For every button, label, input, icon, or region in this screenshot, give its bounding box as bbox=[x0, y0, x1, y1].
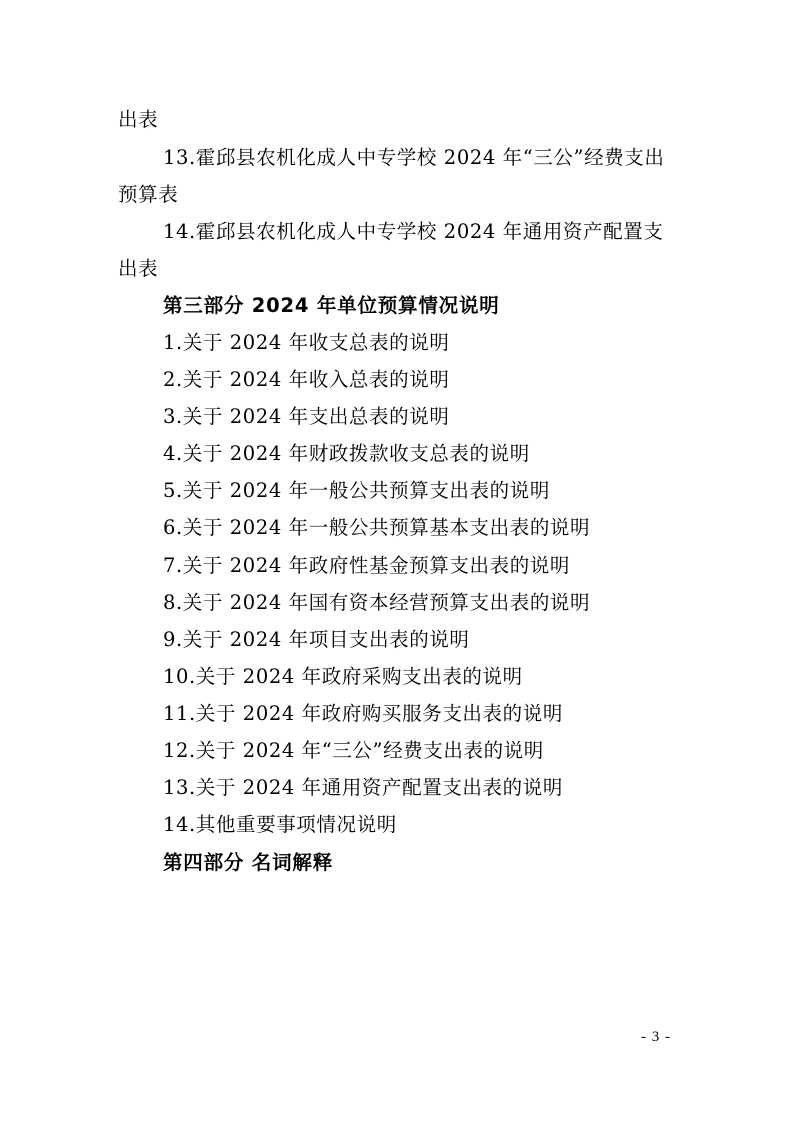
part3-item: 11.关于 2024 年政府购买服务支出表的说明 bbox=[163, 702, 563, 725]
part3-item: 6.关于 2024 年一般公共预算基本支出表的说明 bbox=[163, 516, 591, 539]
part3-item: 1.关于 2024 年收支总表的说明 bbox=[163, 331, 450, 354]
toc-item-14-line1: 14.霍邱县农机化成人中专学校 2024 年通用资产配置支 bbox=[163, 220, 664, 243]
page-number: - 3 - bbox=[641, 1029, 671, 1045]
part4-heading: 第四部分 名词解释 bbox=[163, 851, 333, 874]
part3-item: 2.关于 2024 年收入总表的说明 bbox=[163, 368, 450, 391]
part3-heading: 第三部分 2024 年单位预算情况说明 bbox=[163, 294, 500, 317]
part3-item: 7.关于 2024 年政府性基金预算支出表的说明 bbox=[163, 554, 571, 577]
toc-item-13-line2: 预算表 bbox=[118, 183, 179, 206]
toc-item-14-line2: 出表 bbox=[118, 257, 159, 280]
part3-item: 3.关于 2024 年支出总表的说明 bbox=[163, 405, 450, 428]
toc-item-13-line1: 13.霍邱县农机化成人中专学校 2024 年“三公”经费支出 bbox=[163, 146, 665, 169]
part3-item: 13.关于 2024 年通用资产配置支出表的说明 bbox=[163, 776, 563, 799]
part3-item: 8.关于 2024 年国有资本经营预算支出表的说明 bbox=[163, 591, 591, 614]
part3-item: 5.关于 2024 年一般公共预算支出表的说明 bbox=[163, 479, 550, 502]
part3-item: 10.关于 2024 年政府采购支出表的说明 bbox=[163, 665, 523, 688]
part3-item: 12.关于 2024 年“三公”经费支出表的说明 bbox=[163, 739, 544, 762]
part3-item: 4.关于 2024 年财政拨款收支总表的说明 bbox=[163, 442, 530, 465]
part3-item: 14.其他重要事项情况说明 bbox=[163, 813, 397, 836]
part3-item: 9.关于 2024 年项目支出表的说明 bbox=[163, 628, 470, 651]
continuation-text: 出表 bbox=[118, 108, 159, 131]
